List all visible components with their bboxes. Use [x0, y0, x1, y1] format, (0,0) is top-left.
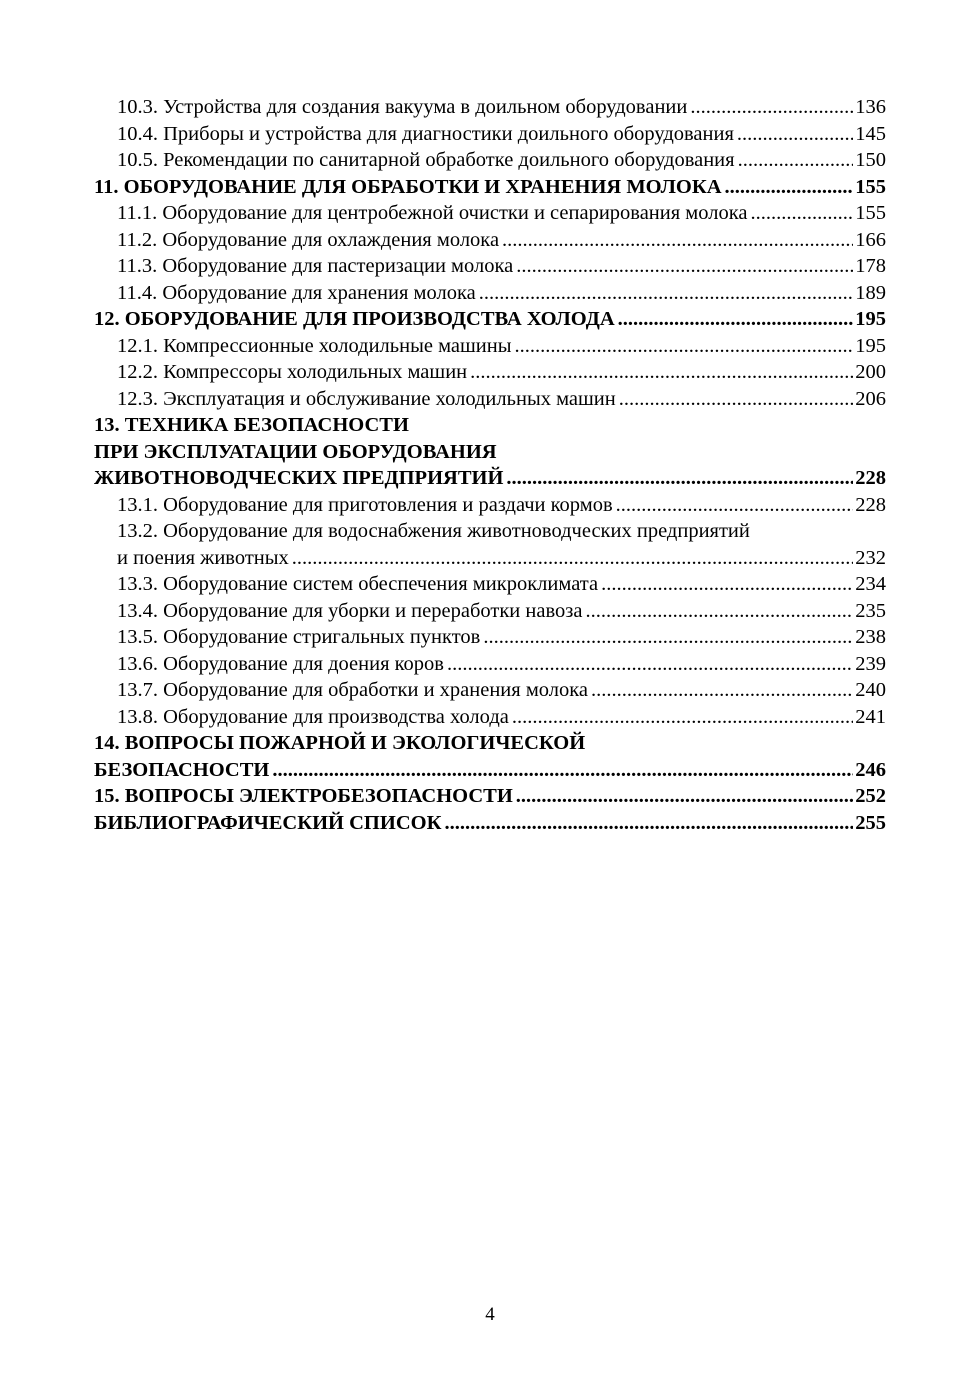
toc-entry-title: БЕЗОПАСНОСТИ — [94, 758, 270, 781]
toc-entry-title: 11.1. Оборудование для центробежной очистки и сепарирования молока — [117, 202, 748, 224]
toc-entry-title: 14. ВОПРОСЫ ПОЖАРНОЙ И ЭКОЛОГИЧЕСКОЙ — [94, 732, 586, 754]
toc-chapter-14-line-1[interactable] — [94, 730, 886, 757]
toc-entry-page: 228 — [855, 467, 886, 489]
toc-entry-page: 145 — [855, 122, 886, 145]
toc-entry-page: 155 — [855, 175, 886, 198]
toc-entry-title: 15. ВОПРОСЫ ЭЛЕКТРОБЕЗОПАСНОСТИ — [94, 785, 513, 807]
toc-entry-title: 11.4. Оборудование для хранения молока — [117, 281, 476, 304]
toc-leader-dots — [502, 227, 853, 254]
toc-entry-title: 11.3. Оборудование для пастеризации молока — [117, 255, 514, 277]
toc-entry-page: 189 — [855, 281, 886, 304]
toc-entry-page: 195 — [855, 308, 886, 330]
toc-chapter-14-line-2[interactable] — [94, 757, 886, 784]
toc-chapter-13-line-2[interactable] — [94, 439, 886, 466]
toc-entry-12-3[interactable] — [94, 386, 886, 413]
toc-entry-11-1[interactable] — [94, 200, 886, 227]
toc-entry-13-1[interactable] — [94, 492, 886, 519]
toc-entry-page: 240 — [855, 679, 886, 701]
toc-entry-page: 155 — [855, 202, 886, 224]
toc-leader-dots — [516, 253, 853, 280]
toc-leader-dots — [601, 571, 853, 598]
toc-chapter-13-line-3[interactable] — [94, 465, 886, 492]
toc-entry-page: 238 — [855, 626, 886, 648]
toc-entry-title: 13. ТЕХНИКА БЕЗОПАСНОСТИ — [94, 414, 409, 436]
table-of-contents — [94, 94, 886, 836]
toc-entry-title: 12.3. Эксплуатация и обслуживание холодильных машин — [117, 387, 616, 410]
toc-chapter-11[interactable] — [94, 174, 886, 201]
toc-entry-13-5[interactable] — [94, 624, 886, 651]
toc-entry-13-8[interactable] — [94, 704, 886, 731]
toc-entry-title: 10.4. Приборы и устройства для диагностики доильного оборудования — [117, 122, 734, 145]
toc-entry-title: БИБЛИОГРАФИЧЕСКИЙ СПИСОК — [94, 811, 442, 834]
toc-entry-title: 12. ОБОРУДОВАНИЕ ДЛЯ ПРОИЗВОДСТВА ХОЛОДА — [94, 308, 615, 330]
toc-leader-dots — [738, 147, 854, 174]
toc-entry-11-3[interactable] — [94, 253, 886, 280]
toc-entry-page: 195 — [855, 334, 886, 357]
toc-entry-page: 178 — [855, 255, 886, 277]
toc-entry-13-3[interactable] — [94, 571, 886, 598]
toc-entry-page: 255 — [855, 811, 886, 834]
toc-entry-page: 252 — [855, 785, 886, 807]
toc-entry-title: 11. ОБОРУДОВАНИЕ ДЛЯ ОБРАБОТКИ И ХРАНЕНИЯ МОЛОКА — [94, 175, 722, 198]
toc-entry-title: 13.6. Оборудование для доения коров — [117, 652, 444, 675]
toc-leader-dots — [591, 677, 853, 704]
toc-entry-page: 235 — [855, 599, 886, 622]
toc-entry-page: 150 — [855, 149, 886, 171]
toc-entry-page: 206 — [855, 387, 886, 410]
toc-entry-11-2[interactable] — [94, 227, 886, 254]
toc-entry-10-5[interactable] — [94, 147, 886, 174]
toc-entry-page: 228 — [855, 493, 886, 516]
toc-entry-title: 11.2. Оборудование для охлаждения молока — [117, 228, 500, 251]
toc-entry-title: 13.1. Оборудование для приготовления и раздачи кормов — [117, 493, 613, 516]
toc-leader-dots — [616, 492, 854, 519]
toc-leader-dots — [618, 306, 854, 333]
toc-entry-page: 234 — [855, 573, 886, 595]
toc-leader-dots — [447, 651, 853, 678]
toc-entry-12-2[interactable] — [94, 359, 886, 386]
toc-entry-12-1[interactable] — [94, 333, 886, 360]
toc-entry-title: ПРИ ЭКСПЛУАТАЦИИ ОБОРУДОВАНИЯ — [94, 440, 497, 463]
toc-entry-page: 232 — [855, 546, 886, 569]
toc-entry-title: 12.1. Компрессионные холодильные машины — [117, 334, 512, 357]
toc-leader-dots — [515, 333, 854, 360]
toc-leader-dots — [506, 465, 853, 492]
toc-entry-title: 10.3. Устройства для создания вакуума в доильном оборудовании — [117, 96, 688, 118]
toc-entry-11-4[interactable] — [94, 280, 886, 307]
toc-chapter-15[interactable] — [94, 783, 886, 810]
toc-entry-title: 13.8. Оборудование для производства холода — [117, 705, 509, 728]
page-number: 4 — [485, 1304, 495, 1325]
toc-leader-dots — [479, 280, 854, 307]
toc-leader-dots — [619, 386, 854, 413]
toc-leader-dots — [585, 598, 853, 625]
toc-entry-title: 13.7. Оборудование для обработки и хранения молока — [117, 679, 589, 701]
toc-entry-10-4[interactable] — [94, 121, 886, 148]
toc-entry-13-6[interactable] — [94, 651, 886, 678]
toc-entry-page: 200 — [855, 361, 886, 383]
toc-entry-title: ЖИВОТНОВОДЧЕСКИХ ПРЕДПРИЯТИЙ — [94, 467, 504, 489]
toc-entry-title: 13.3. Оборудование систем обеспечения микроклимата — [117, 573, 599, 595]
toc-entry-page: 166 — [855, 228, 886, 251]
toc-entry-13-2-line-2[interactable] — [94, 545, 886, 572]
toc-bibliography[interactable] — [94, 810, 886, 837]
toc-entry-10-3[interactable] — [94, 94, 886, 121]
toc-entry-page: 239 — [855, 652, 886, 675]
toc-entry-title: 13.2. Оборудование для водоснабжения животноводческих предприятий — [117, 520, 750, 542]
toc-leader-dots — [292, 545, 853, 572]
toc-leader-dots — [516, 783, 853, 810]
toc-entry-page: 136 — [855, 96, 886, 118]
toc-leader-dots — [512, 704, 853, 731]
toc-chapter-13-line-1[interactable] — [94, 412, 886, 439]
toc-entry-page: 246 — [855, 758, 886, 781]
toc-leader-dots — [470, 359, 853, 386]
toc-entry-13-7[interactable] — [94, 677, 886, 704]
toc-entry-13-4[interactable] — [94, 598, 886, 625]
toc-entry-13-2-line-1[interactable] — [94, 518, 886, 545]
toc-chapter-12[interactable] — [94, 306, 886, 333]
toc-entry-title: 13.4. Оборудование для уборки и переработки навоза — [117, 599, 583, 622]
toc-entry-title: и поения животных — [117, 546, 289, 569]
toc-entry-title: 10.5. Рекомендации по санитарной обработке доильного оборудования — [117, 149, 735, 171]
toc-leader-dots — [690, 94, 853, 121]
toc-leader-dots — [272, 757, 853, 784]
toc-leader-dots — [725, 174, 854, 201]
toc-entry-title: 13.5. Оборудование стригальных пунктов — [117, 626, 481, 648]
toc-entry-title: 12.2. Компрессоры холодильных машин — [117, 361, 468, 383]
toc-leader-dots — [737, 121, 853, 148]
toc-entry-page: 241 — [855, 705, 886, 728]
toc-leader-dots — [750, 200, 853, 227]
toc-leader-dots — [444, 810, 853, 837]
toc-leader-dots — [483, 624, 853, 651]
